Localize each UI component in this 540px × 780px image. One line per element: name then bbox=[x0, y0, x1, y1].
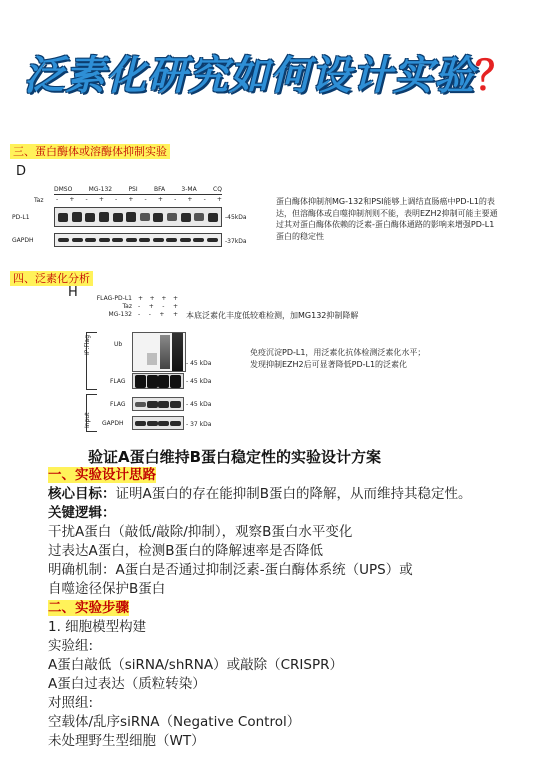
title-question-mark: ？ bbox=[475, 53, 516, 99]
blot-flag-input bbox=[132, 397, 184, 411]
sign: + bbox=[216, 196, 222, 203]
sign: - bbox=[203, 196, 206, 203]
band bbox=[112, 238, 123, 242]
band bbox=[158, 421, 169, 426]
smear bbox=[147, 353, 157, 365]
goal-label: 核心目标： bbox=[48, 486, 116, 502]
logic-line: 自噬途径保护B蛋白 bbox=[48, 581, 166, 597]
band bbox=[207, 238, 218, 242]
band bbox=[170, 421, 181, 426]
section4-heading-text: 四、泛素化分析 bbox=[10, 271, 93, 286]
step-line: 对照组: bbox=[48, 695, 94, 711]
group-label: MG-132 bbox=[88, 186, 113, 193]
band bbox=[147, 401, 158, 408]
sign: + bbox=[138, 295, 144, 302]
condition-labels bbox=[80, 295, 132, 319]
row-label-gapdh: GAPDH bbox=[12, 237, 34, 244]
plan-body bbox=[48, 466, 508, 751]
band bbox=[99, 212, 109, 222]
row-label-gapdh-input: GAPDH bbox=[102, 420, 124, 427]
panel-h-label: H bbox=[68, 285, 78, 300]
page-title bbox=[0, 44, 540, 101]
ip-label: IP:Flag bbox=[84, 334, 91, 355]
band bbox=[113, 213, 123, 222]
taz-signs bbox=[56, 196, 222, 203]
sign: + bbox=[148, 303, 154, 310]
band bbox=[170, 375, 181, 388]
band bbox=[58, 238, 69, 242]
step-line: 空载体/乱序siRNA（Negative Control） bbox=[48, 714, 301, 730]
mw-37: -37kDa bbox=[225, 238, 247, 245]
sign: + bbox=[172, 311, 178, 318]
step-line: 未处理野生型细胞（WT） bbox=[48, 733, 205, 749]
band bbox=[126, 212, 136, 222]
band bbox=[153, 238, 164, 242]
step-line: 实验组: bbox=[48, 638, 94, 654]
blot-d-groups bbox=[54, 186, 222, 195]
cond-label: MG-132 bbox=[108, 311, 132, 318]
s2-heading: 二、实验步骤 bbox=[48, 600, 129, 616]
blot-pdl1 bbox=[54, 207, 222, 227]
mw-gapdh-input: - 37 kDa bbox=[186, 421, 212, 428]
band bbox=[99, 238, 110, 242]
input-label: Input bbox=[84, 412, 91, 428]
sign: - bbox=[162, 303, 165, 310]
blot-gapdh-input bbox=[132, 416, 184, 430]
taz-label: Taz bbox=[34, 197, 44, 204]
mw-flag-ip: - 45 kDa bbox=[186, 378, 212, 385]
sign: - bbox=[138, 303, 141, 310]
sign: + bbox=[157, 196, 163, 203]
sign: - bbox=[115, 196, 118, 203]
row-label-ub: Ub bbox=[114, 341, 123, 348]
sign: + bbox=[172, 303, 178, 310]
cond-label: FLAG-PD-L1 bbox=[96, 295, 132, 302]
band bbox=[58, 213, 68, 222]
section3-description: 蛋白酶体抑制剂MG-132和PSI能够上调结直肠癌中PD-L1的表达，但溶酶体或自噬抑制剂则不能，表明EZH2抑制可能主要通过其对蛋白酶体依赖的泛素-蛋白酶体通路的影响来增强PD-L1蛋白的稳定性 bbox=[276, 197, 498, 241]
band bbox=[194, 213, 204, 221]
sign: - bbox=[138, 311, 141, 318]
sign: - bbox=[56, 196, 59, 203]
band bbox=[85, 238, 96, 242]
blot-ub bbox=[132, 332, 186, 372]
smear bbox=[160, 335, 170, 369]
cond-label: Taz bbox=[122, 303, 132, 310]
row-label-flag-ip: FLAG bbox=[110, 378, 126, 385]
sign: + bbox=[98, 196, 104, 203]
band bbox=[166, 238, 177, 242]
group-label: 3-MA bbox=[181, 186, 197, 193]
condition-signs bbox=[138, 295, 178, 319]
sign: + bbox=[172, 295, 178, 302]
band bbox=[167, 213, 177, 221]
sign: - bbox=[144, 196, 147, 203]
group-label: CQ bbox=[213, 186, 222, 193]
band bbox=[147, 375, 158, 388]
sign: - bbox=[148, 311, 151, 318]
section3-heading bbox=[10, 140, 170, 159]
smear bbox=[172, 333, 183, 371]
step-line: A蛋白过表达（质粒转染） bbox=[48, 676, 206, 692]
logic-label: 关键逻辑： bbox=[48, 505, 116, 521]
row-label-pdl1: PD-L1 bbox=[12, 214, 30, 221]
blot-gapdh bbox=[54, 233, 222, 247]
section4-heading bbox=[10, 267, 93, 286]
sign: + bbox=[187, 196, 193, 203]
blot-flag-ip bbox=[132, 373, 184, 389]
sign: + bbox=[128, 196, 134, 203]
panel-d-label: D bbox=[16, 164, 27, 179]
title-text: 泛素化研究如何设计实验 bbox=[24, 53, 475, 99]
sign: - bbox=[85, 196, 88, 203]
band bbox=[147, 421, 158, 426]
step-line: A蛋白敲低（siRNA/shRNA）或敲除（CRISPR） bbox=[48, 657, 343, 673]
plan-title: 验证A蛋白维持B蛋白稳定性的实验设计方案 bbox=[88, 448, 382, 466]
section3-heading-text: 三、蛋白酶体或溶酶体抑制实验 bbox=[10, 144, 170, 159]
band bbox=[135, 375, 146, 388]
band bbox=[181, 213, 191, 222]
band bbox=[158, 401, 169, 408]
band bbox=[139, 238, 150, 242]
band bbox=[140, 213, 150, 221]
band bbox=[135, 421, 146, 426]
sign: + bbox=[159, 311, 165, 318]
band bbox=[135, 402, 146, 407]
sign: - bbox=[174, 196, 177, 203]
note-line: 发现抑制EZH2后可显著降低PD-L1的泛素化 bbox=[250, 360, 408, 369]
band bbox=[72, 212, 82, 222]
note-mg132: 本底泛素化丰度低较难检测，加MG132抑制降解 bbox=[186, 311, 359, 320]
band bbox=[170, 401, 181, 408]
s1-heading: 一、实验设计思路 bbox=[48, 467, 156, 483]
note-line: 免疫沉淀PD-L1，用泛素化抗体检测泛素化水平； bbox=[250, 348, 426, 357]
sign: + bbox=[161, 295, 167, 302]
row-label-flag-input: FLAG bbox=[110, 401, 126, 408]
logic-line: 明确机制：A蛋白是否通过抑制泛素-蛋白酶体系统（UPS）或 bbox=[48, 562, 413, 578]
band bbox=[193, 238, 204, 242]
sign: + bbox=[69, 196, 75, 203]
group-label: BFA bbox=[153, 186, 166, 193]
band bbox=[158, 375, 169, 388]
mw-45: -45kDa bbox=[225, 214, 247, 221]
group-label: PSI bbox=[128, 186, 138, 193]
band bbox=[153, 213, 163, 222]
group-label: DMSO bbox=[54, 186, 73, 193]
logic-line: 干扰A蛋白（敲低/敲除/抑制），观察B蛋白水平变化 bbox=[48, 524, 353, 540]
goal-text: 证明A蛋白的存在能抑制B蛋白的降解，从而维持其稳定性。 bbox=[115, 486, 472, 502]
mw-flag-input: - 45 kDa bbox=[186, 401, 212, 408]
step-line: 1. 细胞模型构建 bbox=[48, 619, 147, 635]
band bbox=[72, 238, 83, 242]
band bbox=[180, 238, 191, 242]
band bbox=[208, 213, 218, 222]
mw-ub: - 45 kDa bbox=[186, 360, 212, 367]
band bbox=[85, 213, 95, 222]
logic-line: 过表达A蛋白，检测B蛋白的降解速率是否降低 bbox=[48, 543, 323, 559]
note-ubiquitination bbox=[250, 347, 425, 371]
band bbox=[126, 238, 137, 242]
sign: + bbox=[149, 295, 155, 302]
